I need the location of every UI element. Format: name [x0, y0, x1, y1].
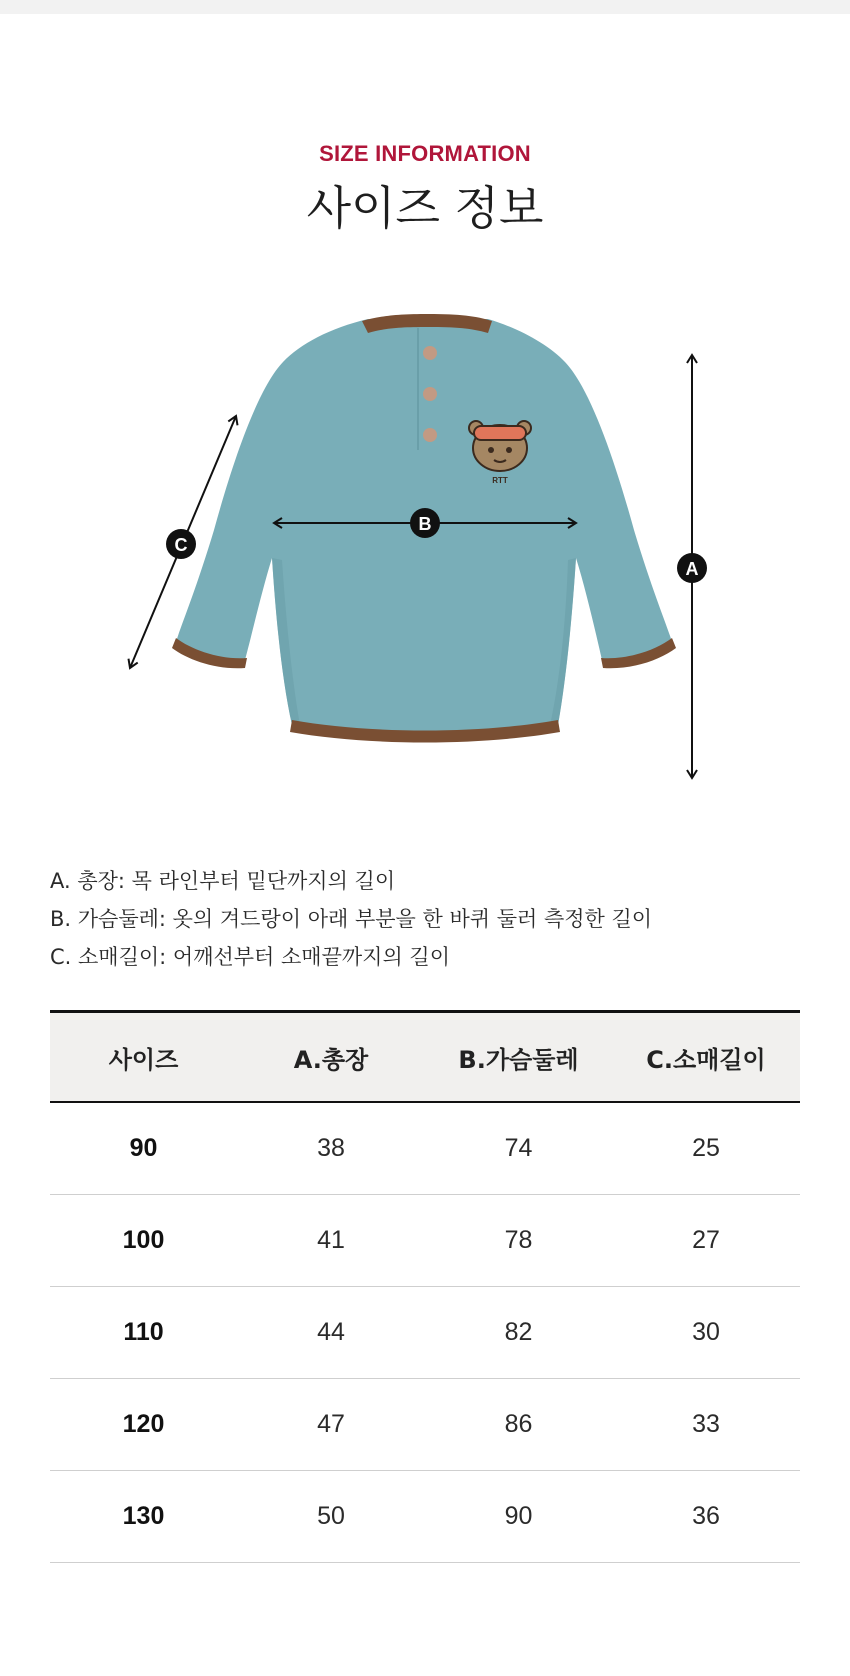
table-row — [50, 1102, 800, 1195]
cell-sleeve: 25 — [612, 1102, 800, 1195]
size-table — [50, 1010, 800, 1563]
note-sleeve: C. 소매길이: 어깨선부터 소매끝까지의 길이 — [50, 945, 450, 969]
section-eyebrow: SIZE INFORMATION — [319, 141, 531, 166]
table-row — [50, 1195, 800, 1287]
cell-length: 38 — [237, 1102, 425, 1195]
cell-size: 100 — [50, 1195, 237, 1287]
cell-chest: 74 — [425, 1102, 612, 1195]
cell-sleeve: 30 — [612, 1287, 800, 1379]
note-length: A. 총장: 목 라인부터 밑단까지의 길이 — [50, 869, 396, 893]
cell-size: 90 — [50, 1102, 237, 1195]
cell-length: 44 — [237, 1287, 425, 1379]
cell-length: 41 — [237, 1195, 425, 1287]
cell-chest: 82 — [425, 1287, 612, 1379]
header-sleeve: C.소매길이 — [612, 1012, 800, 1103]
cell-sleeve: 36 — [612, 1471, 800, 1563]
header-length: A.총장 — [237, 1012, 425, 1103]
marker-a-label: A — [685, 559, 699, 579]
page-title: 사이즈 정보 — [306, 181, 544, 235]
snap-button-1 — [423, 346, 437, 360]
header-chest: B.가슴둘레 — [425, 1012, 612, 1103]
cell-length: 47 — [237, 1379, 425, 1471]
snap-button-2 — [423, 387, 437, 401]
table-row — [50, 1287, 800, 1379]
note-chest: B. 가슴둘레: 옷의 겨드랑이 아래 부분을 한 바퀴 둘러 측정한 길이 — [50, 907, 653, 931]
marker-b-label: B — [418, 514, 432, 534]
cell-size: 120 — [50, 1379, 237, 1471]
cell-length: 50 — [237, 1471, 425, 1563]
cell-chest: 78 — [425, 1195, 612, 1287]
cell-chest: 86 — [425, 1379, 612, 1471]
patch-text: RTT — [492, 476, 508, 485]
garment-svg — [0, 300, 850, 800]
table-header-row — [50, 1012, 800, 1103]
snap-button-3 — [423, 428, 437, 442]
marker-c-label: C — [174, 535, 188, 555]
measurement-notes — [50, 862, 810, 976]
cell-sleeve: 27 — [612, 1195, 800, 1287]
garment-illustration — [0, 300, 850, 800]
cell-size: 110 — [50, 1287, 237, 1379]
top-strip — [0, 0, 850, 14]
cell-chest: 90 — [425, 1471, 612, 1563]
cell-sleeve: 33 — [612, 1379, 800, 1471]
cell-size: 130 — [50, 1471, 237, 1563]
table-row — [50, 1379, 800, 1471]
header-size: 사이즈 — [50, 1012, 237, 1103]
section-header — [0, 140, 850, 236]
table-row — [50, 1471, 800, 1563]
